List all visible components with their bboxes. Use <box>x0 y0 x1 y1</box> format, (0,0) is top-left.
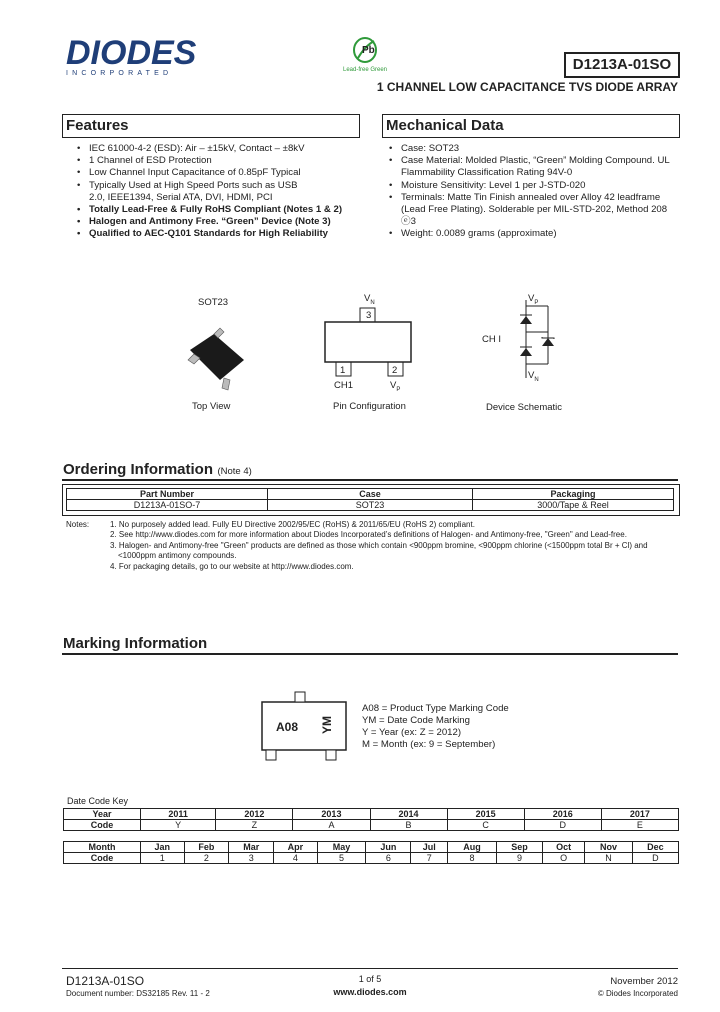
legend-item: A08 = Product Type Marking Code <box>362 703 509 714</box>
month-label: Month <box>64 842 141 853</box>
marking-ym: YM <box>320 716 334 734</box>
month-code-label: Code <box>64 853 141 864</box>
pin3-vn-label: $V_N$ <box>364 293 375 306</box>
month-cell: Aug <box>448 842 497 853</box>
month-code-cell: 8 <box>448 853 497 864</box>
pin3-number: 3 <box>366 310 372 321</box>
month-cell: Apr <box>274 842 317 853</box>
pin1-label: CH1 <box>334 380 354 391</box>
month-cell: Dec <box>632 842 678 853</box>
logo-subtext: INCORPORATED <box>66 70 173 77</box>
ordering-header-part: Part Number <box>67 489 268 500</box>
month-code-cell: 5 <box>317 853 366 864</box>
ordering-cell-packaging: 3000/Tape & Reel <box>473 500 674 511</box>
legend-item: M = Month (ex: 9 = September) <box>362 739 496 750</box>
month-cell: Mar <box>229 842 274 853</box>
footer-copyright: © Diodes Incorporated <box>597 989 678 998</box>
year-cell: 2012 <box>216 809 293 820</box>
mechanical-item: • Case Material: Molded Plastic, “Green” Molding Compound. UL Flammability Classification Rating 94V-0 <box>384 155 682 179</box>
year-cell: 2015 <box>447 809 524 820</box>
month-cell: Nov <box>585 842 632 853</box>
marking-legend <box>362 703 509 751</box>
feature-item: • IEC 61000-4-2 (ESD): Air – ±15kV, Contact – ±8kV <box>72 143 362 155</box>
schematic-ch-label: CH I <box>482 334 501 345</box>
note-item: <1000ppm antimony compounds. <box>118 551 237 561</box>
features-header <box>62 114 360 138</box>
mechanical-item: • Case: SOT23 <box>384 143 682 155</box>
ordering-cell-part: D1213A-01SO-7 <box>67 500 268 511</box>
footer-rule <box>62 968 678 969</box>
company-logo <box>66 36 196 77</box>
footer-date: November 2012 <box>610 976 678 987</box>
ordering-cell-case: SOT23 <box>268 500 473 511</box>
ordering-rule <box>62 479 678 481</box>
footer-page: 1 of 5 <box>358 974 382 984</box>
note-item: 1. No purposely added lead. Fully EU Directive 2002/95/EC (RoHS) & 2011/65/EU (RoHS 2) compliant. <box>110 520 475 529</box>
month-cell: Jan <box>141 842 185 853</box>
pin1-number: 1 <box>340 365 346 376</box>
month-cell: Oct <box>543 842 585 853</box>
mechanical-title: Mechanical Data <box>386 117 504 134</box>
feature-item: • Low Channel Input Capacitance of 0.85pF Typical <box>72 167 362 179</box>
notes-label: Notes: <box>66 520 90 529</box>
schematic-caption: Device Schematic <box>486 402 563 413</box>
ordering-header-case: Case <box>268 489 473 500</box>
ordering-title: Ordering Information <box>63 461 213 478</box>
note-item: 2. See http://www.diodes.com for more information about Diodes Incorporated’s definitions of Halogen- and Antimony-free, "Green" and Lead-free. <box>110 530 627 540</box>
legend-item: YM = Date Code Marking <box>362 715 470 726</box>
mechanical-header <box>382 114 680 138</box>
footer-url[interactable]: www.diodes.com <box>333 987 407 997</box>
year-code-cell: E <box>601 820 678 831</box>
year-cell: 2011 <box>141 809 216 820</box>
month-code-cell: 9 <box>496 853 542 864</box>
schematic-vp-label: $V_P$ <box>528 293 539 306</box>
leadfree-label: Lead-free Green <box>342 67 388 73</box>
notes-list <box>110 520 680 572</box>
ordering-note: (Note 4) <box>217 466 252 477</box>
logo-text: DIODES <box>66 34 197 72</box>
month-code-cell: 1 <box>141 853 185 864</box>
leadfree-badge <box>340 36 390 73</box>
year-code-cell: D <box>524 820 601 831</box>
feature-item: • Typically Used at High Speed Ports such as USB 2.0, IEEE1394, Serial ATA, DVI, HDMI, PCI <box>72 180 314 204</box>
date-code-key-label: Date Code Key <box>67 796 129 806</box>
month-code-cell: 4 <box>274 853 317 864</box>
feature-item: • 1 Channel of ESD Protection <box>72 155 362 167</box>
year-label: Year <box>64 809 141 820</box>
year-code-table <box>63 808 679 831</box>
product-subtitle: 1 CHANNEL LOW CAPACITANCE TVS DIODE ARRAY <box>376 80 678 94</box>
ordering-table <box>66 488 674 511</box>
features-title: Features <box>66 117 129 134</box>
month-code-cell: D <box>632 853 678 864</box>
schematic-vn-label: $V_N$ <box>528 370 539 383</box>
month-cell: Sep <box>496 842 542 853</box>
marking-package-drawing <box>258 690 350 766</box>
month-code-cell: O <box>543 853 585 864</box>
features-list <box>72 143 362 241</box>
month-cell: Jun <box>366 842 411 853</box>
sot23-package-drawing <box>184 320 250 392</box>
year-code-cell: B <box>370 820 447 831</box>
year-cell: 2013 <box>293 809 370 820</box>
month-code-table <box>63 841 679 864</box>
month-code-cell: 6 <box>366 853 411 864</box>
year-code-cell: Y <box>141 820 216 831</box>
year-code-cell: Z <box>216 820 293 831</box>
mechanical-item: • Weight: 0.0089 grams (approximate) <box>384 228 682 240</box>
part-number-box: D1213A-01SO <box>564 52 680 78</box>
year-cell: 2016 <box>524 809 601 820</box>
mechanical-item: • Terminals: Matte Tin Finish annealed over Alloy 42 leadframe (Lead Free Plating). Solderable per MIL-STD-202, Method 208 ⓔ3 <box>384 192 682 229</box>
mechanical-list <box>384 143 682 241</box>
package-label: SOT23 <box>198 297 229 308</box>
legend-item: Y = Year (ex: Z = 2012) <box>362 727 462 738</box>
month-code-cell: 7 <box>411 853 448 864</box>
year-code-cell: A <box>293 820 370 831</box>
pin2-vp-label: $V_P$ <box>390 380 401 393</box>
year-cell: 2014 <box>370 809 447 820</box>
year-code-label: Code <box>64 820 141 831</box>
pin-config-caption: Pin Configuration <box>333 401 406 412</box>
note-item: 3. Halogen- and Antimony-free "Green" products are defined as those which contain <900ppm bromine, <900ppm chlorine (<1500ppm total Br + Cl) and <box>110 540 648 550</box>
feature-item: • Qualified to AEC-Q101 Standards for High Reliability <box>72 228 362 240</box>
year-cell: 2017 <box>601 809 678 820</box>
feature-item: • Totally Lead-Free & Fully RoHS Compliant (Notes 1 & 2) <box>72 204 362 216</box>
note-item: 4. For packaging details, go to our website at http://www.diodes.com. <box>110 561 354 571</box>
top-view-caption: Top View <box>192 401 231 412</box>
month-cell: Jul <box>411 842 448 853</box>
month-cell: Feb <box>184 842 229 853</box>
month-code-cell: 3 <box>229 853 274 864</box>
marking-code: A08 <box>276 720 299 734</box>
month-cell: May <box>317 842 366 853</box>
leaf-icon <box>350 36 380 64</box>
mechanical-item: • Moisture Sensitivity: Level 1 per J-STD-020 <box>384 180 682 192</box>
footer-doc: Document number: DS32185 Rev. 11 - 2 <box>66 989 210 998</box>
feature-item: • Halogen and Antimony Free. “Green” Device (Note 3) <box>72 216 362 228</box>
ordering-title-row <box>63 461 252 479</box>
month-code-cell: 2 <box>184 853 229 864</box>
year-code-cell: C <box>447 820 524 831</box>
svg-text:Pb: Pb <box>362 45 375 56</box>
month-code-cell: N <box>585 853 632 864</box>
ordering-header-packaging: Packaging <box>473 489 674 500</box>
marking-rule <box>62 653 678 655</box>
footer-part: D1213A-01SO <box>66 974 145 988</box>
pin2-number: 2 <box>392 365 398 376</box>
marking-title: Marking Information <box>63 635 208 652</box>
